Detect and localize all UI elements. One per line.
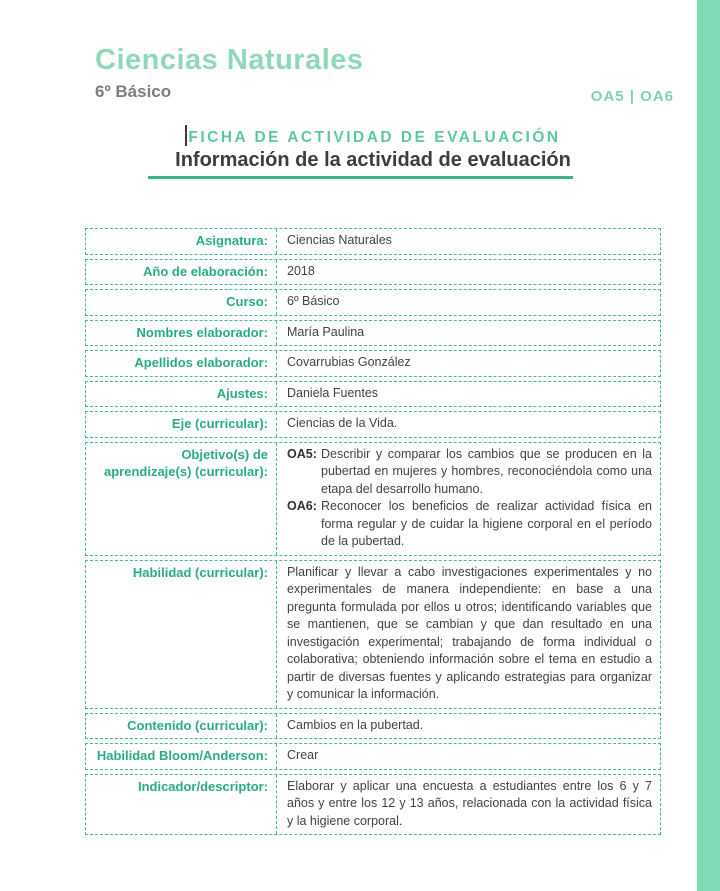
row-label: Nombres elaborador: xyxy=(86,321,277,346)
row-label: Eje (curricular): xyxy=(86,412,277,437)
table-row-asignatura xyxy=(85,228,661,255)
oa-code: OA5: xyxy=(287,446,317,461)
oa-codes-badge: OA5 | OA6 xyxy=(590,88,674,105)
table-row-nombres-elaborador xyxy=(85,320,661,347)
row-value: Crear xyxy=(287,748,319,762)
row-value: Elaborar y aplicar una encuesta a estudiantes entre los 6 y 7 años y entre los 12 y 13 años, relacionada con la actividad física y la higiene corporal. xyxy=(287,778,652,828)
table-row-apellidos-elaborador xyxy=(85,350,661,377)
row-label: Curso: xyxy=(86,290,277,315)
table-row-objetivos-aprendizaje xyxy=(85,442,661,556)
grade-subtitle: 6º Básico xyxy=(95,82,172,101)
row-label: Habilidad (curricular): xyxy=(86,561,277,708)
form-title: FICHA DE ACTIVIDAD DE EVALUACIÓN xyxy=(188,129,561,146)
row-label: Año de elaboración: xyxy=(86,260,277,285)
row-label: Ajustes: xyxy=(86,382,277,407)
row-value: 2018 xyxy=(287,263,315,278)
table-row-ajustes xyxy=(85,381,661,408)
row-label: Contenido (curricular): xyxy=(86,714,277,739)
row-value: 6º Básico xyxy=(287,294,340,308)
row-value: Cambios en la pubertad. xyxy=(287,717,424,732)
table-row-contenido-curricular xyxy=(85,713,661,740)
oa-text: Describir y comparar los cambios que se producen en la pubertad en mujeres y hombres, reconociéndola como una etapa del desarrollo humano. xyxy=(321,446,652,496)
row-label: Apellidos elaborador: xyxy=(86,351,277,376)
row-label: Habilidad Bloom/Anderson: xyxy=(86,744,277,769)
subject-title: Ciencias Naturales xyxy=(95,44,364,76)
row-value: Ciencias de la Vida. xyxy=(287,416,398,430)
row-label: Objetivo(s) de aprendizaje(s) (curricular): xyxy=(86,443,277,555)
oa-code: OA6: xyxy=(287,499,317,513)
row-label: Asignatura: xyxy=(86,229,277,254)
table-row-curso xyxy=(85,289,661,316)
table-row-ano-elaboracion xyxy=(85,259,661,286)
section-title: Información de la actividad de evaluación xyxy=(175,149,571,171)
right-accent-bar xyxy=(697,0,720,891)
row-value: Daniela Fuentes xyxy=(287,385,379,400)
oa-item xyxy=(287,446,652,499)
table-row-habilidad-bloom xyxy=(85,743,661,770)
oa-item xyxy=(287,498,652,551)
evaluation-info-table xyxy=(85,228,661,839)
row-value xyxy=(277,443,660,555)
table-row-eje-curricular xyxy=(85,411,661,438)
row-label: Indicador/descriptor: xyxy=(86,775,277,835)
oa-text: Reconocer los beneficios de realizar actividad física en forma regular y de cuidar la higiene corporal en el período de la pubertad. xyxy=(321,499,652,548)
section-title-underline xyxy=(148,176,573,179)
row-value: Ciencias Naturales xyxy=(287,233,392,247)
row-value: Planificar y llevar a cabo investigaciones experimentales y no experimentales de manera independiente: en base a una pregunta formulada por ellos u otros; identificando variables que se mantienen, que se cambian y que dan resultado en una investigación experimental; trabajando de forma individual o colaborativa; obteniendo información sobre el tema en estudio a partir de diversas fuentes y aplicando estrategias para organizar y comunicar la información. xyxy=(287,564,652,701)
table-row-habilidad-curricular xyxy=(85,560,661,709)
row-value: María Paulina xyxy=(287,324,365,339)
row-value: Covarrubias González xyxy=(287,355,411,369)
table-row-indicador-descriptor xyxy=(85,774,661,836)
form-title-line xyxy=(85,125,661,147)
